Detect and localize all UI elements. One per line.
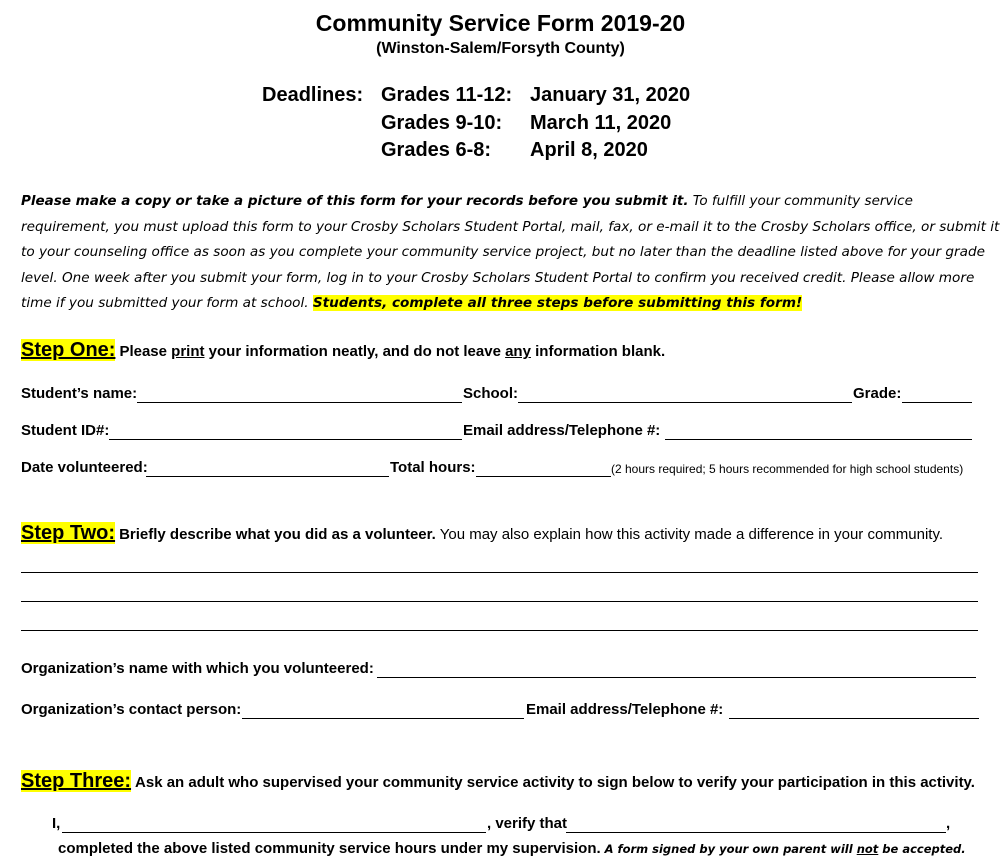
student-name-field[interactable] xyxy=(137,402,462,403)
instructions-paragraph xyxy=(21,189,1000,317)
student-name-label: Student’s name: xyxy=(21,385,138,402)
form-title: Community Service Form 2019-20 xyxy=(315,10,686,36)
step-one-heading-row xyxy=(21,339,665,362)
student-verified-field[interactable] xyxy=(566,832,946,833)
step-two-rest-text: You may also explain how this activity made a difference in your community. xyxy=(435,526,944,543)
verify-that-label: , verify that xyxy=(487,815,568,832)
comma-label: , xyxy=(946,815,951,832)
student-id-label: Student ID#: xyxy=(21,422,110,439)
instructions-bold-lead: Please make a copy or take a picture of this form for your records before you submit it. xyxy=(21,193,689,209)
org-email-phone-label: Email address/Telephone #: xyxy=(526,701,724,718)
deadline-date-3: April 8, 2020 xyxy=(530,139,648,161)
total-hours-field[interactable] xyxy=(476,476,611,477)
description-line-1[interactable] xyxy=(21,572,978,573)
instructions-line1: To fulfill your community service xyxy=(688,193,913,209)
step-two-heading-row xyxy=(21,522,943,545)
org-contact-label: Organization’s contact person: xyxy=(21,701,242,718)
instructions-line2: requirement, you must upload this form to your Crosby Scholars Student Portal, mail, fax, or e-mail it to the Crosby Scholars office, or submit it xyxy=(21,218,1000,235)
step-one-text-b: your information neatly, and do not leave xyxy=(204,343,506,360)
deadline-grades-2: Grades 9-10: xyxy=(381,112,503,134)
completed-text: completed the above listed community service hours under my supervision. xyxy=(58,840,601,857)
date-volunteered-label: Date volunteered: xyxy=(21,459,148,476)
description-line-2[interactable] xyxy=(21,601,978,602)
instructions-highlight: Students, complete all three steps before submitting this form! xyxy=(312,295,803,311)
step-three-text: Ask an adult who supervised your community service activity to sign below to verify your participation in this activity. xyxy=(135,774,975,791)
date-volunteered-field[interactable] xyxy=(146,476,389,477)
email-phone-field[interactable] xyxy=(665,439,972,440)
total-hours-label: Total hours: xyxy=(390,459,476,476)
org-contact-field[interactable] xyxy=(242,718,524,719)
school-label: School: xyxy=(463,385,518,402)
i-label: I, xyxy=(52,815,61,832)
parent-note-b: be accepted. xyxy=(878,842,966,856)
instructions-line5: time if you submitted your form at school. xyxy=(21,295,313,311)
step-one-text-a: Please xyxy=(119,343,172,360)
org-email-phone-field[interactable] xyxy=(729,718,979,719)
email-phone-label: Email address/Telephone #: xyxy=(463,422,661,439)
hours-note: (2 hours required; 5 hours recommended for high school students) xyxy=(611,462,964,476)
deadline-grades-3: Grades 6-8: xyxy=(381,139,492,161)
completed-row xyxy=(58,840,966,858)
step-one-text-any: any xyxy=(505,343,531,360)
instructions-line4: level. One week after you submit your form, log in to your Crosby Scholars Student Portal to confirm you received credit. Please allow more xyxy=(21,269,975,286)
step-one-heading: Step One: xyxy=(21,339,116,361)
grade-label: Grade: xyxy=(853,385,902,402)
supervisor-name-field[interactable] xyxy=(62,832,486,833)
description-line-3[interactable] xyxy=(21,630,978,631)
deadline-date-1: January 31, 2020 xyxy=(530,84,691,106)
org-name-label: Organization’s name with which you volunteered: xyxy=(21,660,374,677)
student-id-field[interactable] xyxy=(109,439,462,440)
grade-field[interactable] xyxy=(902,402,972,403)
step-one-text-c: information blank. xyxy=(530,343,666,360)
instructions-line3: to your counseling office as soon as you complete your community service project, but no later than the deadline listed above for your grade xyxy=(21,244,985,260)
deadline-date-2: March 11, 2020 xyxy=(530,112,672,134)
org-name-field[interactable] xyxy=(377,677,976,678)
parent-note-a: A form signed by your own parent will xyxy=(604,842,857,856)
step-one-text-print: print xyxy=(171,343,205,360)
school-field[interactable] xyxy=(518,402,852,403)
form-subtitle: (Winston-Salem/Forsyth County) xyxy=(376,40,625,57)
step-two-heading: Step Two: xyxy=(21,522,116,544)
step-three-heading-row xyxy=(21,770,975,793)
step-three-heading: Step Three: xyxy=(21,770,132,792)
parent-note-not: not xyxy=(856,842,879,856)
step-two-bold-text: Briefly describe what you did as a volunteer. xyxy=(119,526,436,543)
deadline-grades-1: Grades 11-12: xyxy=(381,84,513,106)
deadlines-label: Deadlines: xyxy=(262,84,364,106)
